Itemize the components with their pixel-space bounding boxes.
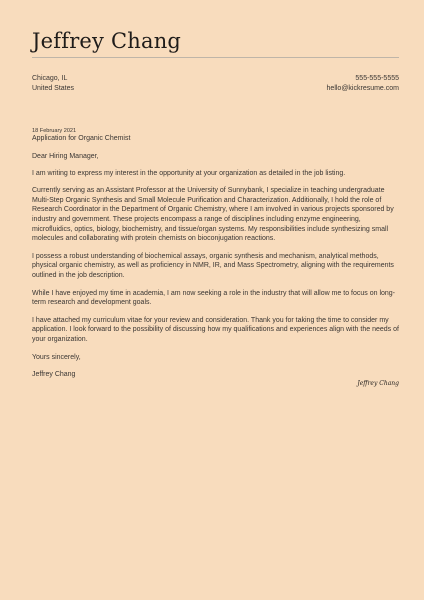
- paragraph: I possess a robust understanding of biochemical assays, organic synthesis and mechanism, analytical methods, physical organic chemistry, as well as proficiency in NMR, IR, and Mass Spectrometry, aligning with the requirements outlined in the job description.: [32, 252, 394, 279]
- sign-name: Jeffrey Chang: [32, 371, 76, 379]
- address-block: [32, 74, 74, 94]
- handwritten-signature: Jeffrey Chang: [357, 380, 399, 387]
- paragraph: I have attached my curriculum vitae for your review and consideration. Thank you for taking the time to consider my application. I look forward to the possibility of discussing how my qualifications and experiences align with the needs of your organization.: [32, 316, 399, 343]
- letter-subject: Application for Organic Chemist: [32, 135, 131, 142]
- letter-date: 18 February 2021: [32, 128, 77, 134]
- phone: 555-555-5555: [355, 75, 399, 82]
- country: United States: [32, 84, 75, 92]
- applicant-name: Jeffrey Chang: [32, 29, 182, 53]
- contact-block: [327, 74, 399, 94]
- email: hello@kickresume.com: [326, 84, 399, 92]
- paragraph: While I have enjoyed my time in academia, I am now seeking a role in the industry that will allow me to focus on long-term research and development goals.: [32, 289, 396, 307]
- letter-body: [32, 152, 399, 388]
- header-divider: [32, 57, 399, 58]
- city: Chicago, IL: [32, 75, 68, 82]
- paragraph: I am writing to express my interest in the opportunity at your organization as detailed in the job listing.: [32, 169, 346, 177]
- paragraph: Currently serving as an Assistant Professor at the University of Sunnybank, I specialize in teaching undergraduate Multi-Step Organic Synthesis and Small Molecule Purification and Characterization. Additionally, I hold the role of Research Coordinator in the Department of Organic Chemistry, where I am involved in various projects sponsored by industry and government. These projects encompass a range of disciplines including enzyme engineering, microfluidics, optics, biology, biochemistry, and tissue/organ systems. My responsibilities include synthesizing small molecules and collaborating with protein chemists on bioconjugation reactions.: [32, 187, 394, 243]
- closing: Yours sincerely,: [32, 353, 81, 361]
- cover-letter-page: [32, 0, 399, 600]
- greeting: Dear Hiring Manager,: [32, 153, 99, 160]
